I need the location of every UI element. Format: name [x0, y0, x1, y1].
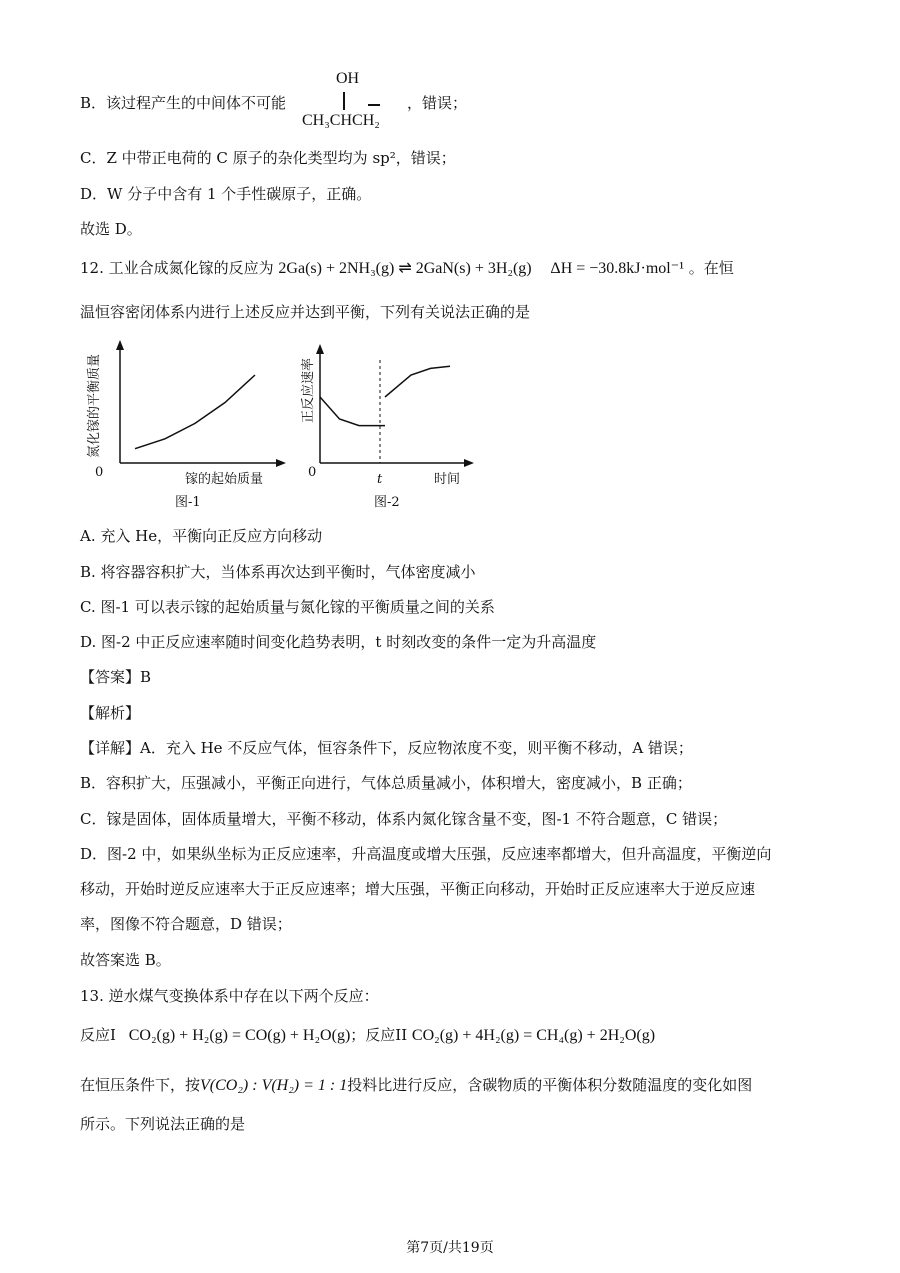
q13-reactions — [80, 1025, 655, 1046]
figure-2 — [300, 344, 474, 510]
option-c-line: C．Z 中带正电荷的 C 原子的杂化类型均为 sp²，错误； — [80, 149, 456, 167]
detail-a: 【详解】A．充入 He 不反应气体，恒容条件下，反应物浓度不变，则平衡不移动，A 错误； — [80, 739, 693, 757]
fig1-ylabel: 氮化镓的平衡质量 — [87, 353, 102, 458]
q12-equation: 2Ga(s) + 2NH₃(g) ⇌ 2GaN(s) + 3H₂(g) — [278, 260, 532, 277]
q13-line3-b: 投料比进行反应，含碳物质的平衡体积分数随温度的变化如图 — [347, 1076, 753, 1094]
struct-main-chain: CH₃CHCH₂ — [302, 112, 380, 129]
final-answer: 故答案选 B。 — [80, 951, 171, 969]
detail-d-3: 率，图像不符合题意，D 错误； — [80, 915, 292, 933]
option-b-tail: ，错误； — [407, 94, 468, 112]
q13-r2-label: 反应II — [365, 1026, 408, 1044]
q13-line3-a: 在恒压条件下，按 — [80, 1076, 201, 1094]
detail-b: B．容积扩大，压强减小，平衡正向进行，气体总质量减小，体积增大，密度减小，B 正确； — [80, 774, 692, 792]
fig2-x-arrow — [464, 459, 474, 467]
analysis-heading: 【解析】 — [80, 704, 141, 722]
fig1-origin: 0 — [95, 465, 104, 480]
fig2-curve-after — [385, 366, 450, 397]
fig1-x-arrow — [276, 459, 286, 467]
detail-c: C．镓是固体，固体质量增大，平衡不移动，体系内氮化镓含量不变，图-1 不符合题意，C 错误； — [80, 810, 728, 828]
struct-oh-label: OH — [336, 70, 360, 87]
fig2-curve-before — [320, 397, 385, 426]
struct-bond — [343, 92, 345, 110]
q13-ratio: V(CO₂) : V(H₂) = 1 : 1 — [200, 1077, 348, 1094]
q12-line2: 温恒容密闭体系内进行上述反应并达到平衡，下列有关说法正确的是 — [80, 303, 531, 321]
choose-line: 故选 D。 — [80, 220, 142, 238]
q13-line4: 所示。下列说法正确的是 — [80, 1115, 246, 1133]
q13-r1: CO₂(g) + H₂(g) = CO(g) + H₂O(g) — [128, 1027, 351, 1044]
q12-tail: 。在恒 — [688, 259, 734, 277]
fig1-xlabel: 镓的起始质量 — [185, 472, 264, 487]
fig2-y-arrow — [316, 344, 324, 354]
struct-double-bond — [368, 104, 380, 106]
q12-option-c: C. 图-1 可以表示镓的起始质量与氮化镓的平衡质量之间的关系 — [80, 598, 495, 616]
option-b-text: B．该过程产生的中间体不可能 — [80, 94, 287, 112]
fig1-y-arrow — [116, 340, 124, 350]
q13-r1-label: 反应I — [80, 1026, 116, 1044]
q12-number: 12. 工业合成氮化镓的反应为 — [80, 259, 274, 277]
detail-d-1: D．图-2 中，如果纵坐标为正反应速率，升高温度或增大压强，反应速率都增大，但升高温度，平衡逆向 — [80, 845, 772, 863]
q12-enthalpy: ΔH = −30.8kJ·mol⁻¹ — [550, 260, 684, 277]
fig2-title: 图-2 — [374, 495, 400, 510]
q13-line1: 13. 逆水煤气变换体系中存在以下两个反应： — [80, 987, 379, 1005]
q13-r2: CO₂(g) + 4H₂(g) = CH₄(g) + 2H₂O(g) — [411, 1027, 656, 1044]
detail-d-2: 移动，开始时逆反应速率大于正反应速率；增大压强，平衡正向移动，开始时正反应速率大于逆反应速 — [80, 880, 756, 898]
option-d-line: D．W 分子中含有 1 个手性碳原子，正确。 — [80, 185, 372, 203]
figure-1 — [86, 340, 286, 510]
option-b-line — [80, 93, 286, 113]
fig1-title: 图-1 — [175, 495, 201, 510]
fig2-ylabel: 正反应速率 — [301, 357, 316, 423]
page-footer: 第7页/共19页 — [406, 1240, 494, 1256]
fig1-curve — [135, 375, 255, 449]
figures — [80, 338, 500, 518]
q13-line3 — [80, 1075, 752, 1096]
fig2-xlabel: 时间 — [434, 472, 461, 487]
answer-line: 【答案】B — [80, 668, 152, 686]
q13-separator: ； — [350, 1026, 366, 1044]
fig2-origin: 0 — [308, 465, 317, 480]
q12-option-a: A. 充入 He，平衡向正反应方向移动 — [80, 527, 323, 545]
fig2-t-label: t — [377, 472, 383, 487]
q12-option-b: B. 将容器容积扩大，当体系再次达到平衡时，气体密度减小 — [80, 563, 476, 581]
q12-line1 — [80, 258, 734, 279]
q12-option-d: D. 图-2 中正反应速率随时间变化趋势表明，t 时刻改变的条件一定为升高温度 — [80, 633, 597, 651]
